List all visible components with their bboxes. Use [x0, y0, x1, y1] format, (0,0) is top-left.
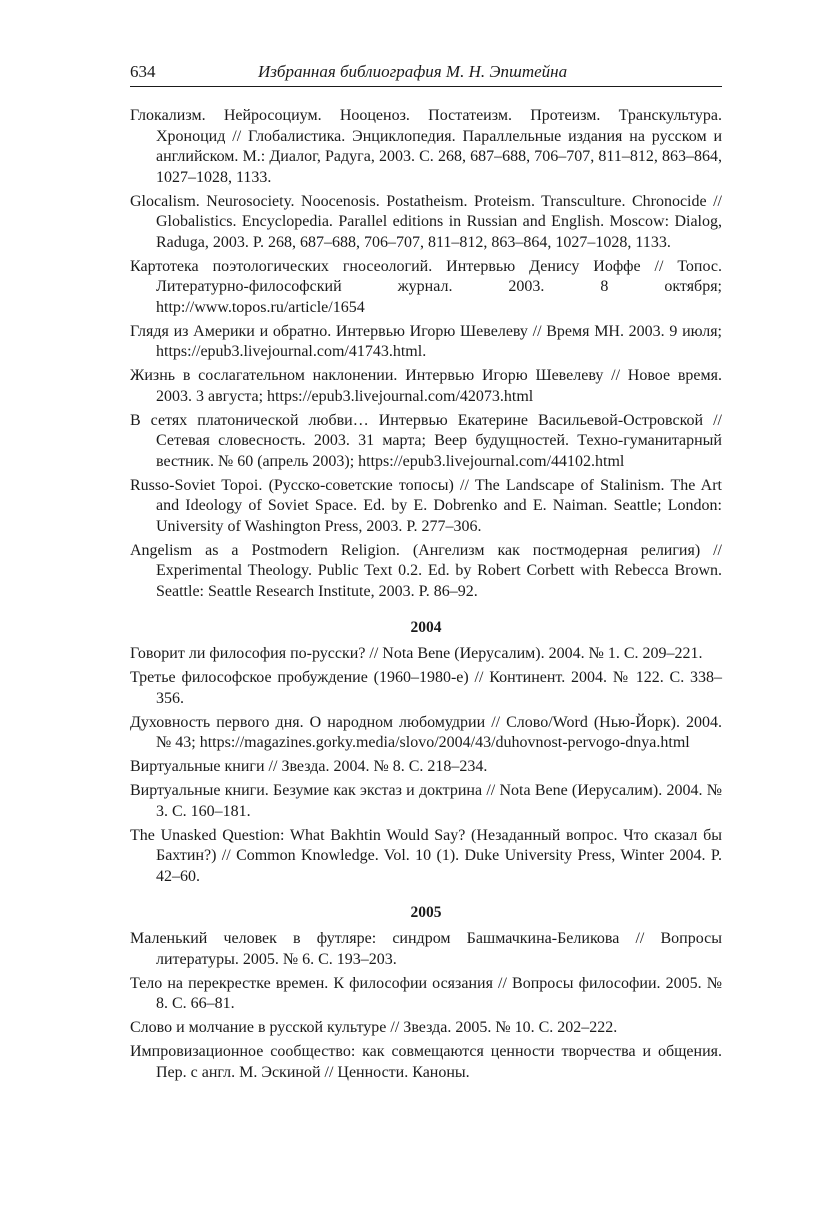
bibliography-entry: Виртуальные книги. Безумие как экстаз и доктрина // Nota Bene (Иерусалим). 2004. № 3. С. 160–181. [130, 782, 722, 820]
page-number: 634 [130, 62, 156, 81]
bibliography-entry: Виртуальные книги // Звезда. 2004. № 8. С. 218–234. [130, 758, 488, 775]
bibliography-entry: Импровизационное сообщество: как совмещаются ценности творчества и общения. Пер. с англ. М. Эскиной // Ценности. Каноны. [130, 1043, 722, 1081]
running-title: Избранная библиография М. Н. Эпштейна [258, 62, 568, 81]
bibliography-entry: Третье философское пробуждение (1960–1980-е) // Континент. 2004. № 122. С. 338–356. [130, 669, 722, 707]
bibliography-entry: Angelism as a Postmodern Religion. (Ангелизм как постмодерная религия) // Experimental Theology. Public Text 0.2. Ed. by Robert Corbett with Rebecca Brown. Seattle: Seattle Research Institute, 2003. P. 86–92. [130, 541, 722, 600]
bibliography-entry: Glocalism. Neurosociety. Noocenosis. Postatheism. Proteism. Transculture. Chronocide // Globalistics. Encyclopedia. Parallel editions in Russian and English. Moscow: Dialog, Raduga, 2003. P. 268, 687–688, 706–707, 811–812, 863–864, 1027–1028, 1133. [130, 192, 722, 251]
bibliography-entry: Картотека поэтологических гносеологий. Интервью Денису Иоффе // Топос. Литературно-философский журнал. 2003. 8 октября; http://www.topos.ru/article/1654 [130, 257, 722, 316]
bibliography-list [130, 106, 722, 1087]
bibliography-entry: Говорит ли философия по-русски? // Nota Bene (Иерусалим). 2004. № 1. С. 209–221. [130, 645, 703, 662]
year-heading-2005: 2005 [410, 904, 442, 921]
bibliography-entry: Глокализм. Нейросоциум. Нооценоз. Постатеизм. Протеизм. Транскультура. Хроноцид // Глобалистика. Энциклопедия. Параллельные издания на русском и английском. М.: Диалог, Радуга, 2003. С. 268, 687–688, 706–707, 811–812, 863–864, 1027–1028, 1133. [130, 107, 722, 186]
bibliography-entry: Жизнь в сослагательном наклонении. Интервью Игорю Шевелеву // Новое время. 2003. 3 августа; https://epub3.livejournal.com/42073.html [130, 367, 722, 405]
year-heading-2004: 2004 [410, 619, 442, 636]
bibliography-entry: Russo-Soviet Topoi. (Русско-советские топосы) // The Landscape of Stalinism. The Art and Ideology of Soviet Space. Ed. by E. Dobrenko and E. Naiman. Seattle; London: University of Washington Press, 2003. P. 277–306. [130, 476, 722, 535]
bibliography-entry: В сетях платонической любви… Интервью Екатерине Васильевой-Островской // Сетевая словесность. 2003. 31 марта; Веер будущностей. Техно-гуманитарный вестник. № 60 (апрель 2003); https://epub3.livejournal.com/44102.html [130, 411, 722, 470]
bibliography-entry: Маленький человек в футляре: синдром Башмачкина-Беликова // Вопросы литературы. 2005. № 6. С. 193–203. [130, 930, 722, 968]
bibliography-entry: Тело на перекрестке времен. К философии осязания // Вопросы философии. 2005. № 8. С. 66–81. [130, 974, 722, 1012]
bibliography-entry: The Unasked Question: What Bakhtin Would Say? (Незаданный вопрос. Что сказал бы Бахтин?) // Common Knowledge. Vol. 10 (1). Duke University Press, Winter 2004. P. 42–60. [130, 826, 722, 885]
bibliography-entry: Слово и молчание в русской культуре // Звезда. 2005. № 10. С. 202–222. [130, 1019, 618, 1036]
bibliography-entry: Духовность первого дня. О народном любомудрии // Слово/Word (Нью-Йорк). 2004. № 43; https://magazines.gorky.media/slovo/2004/43/duhovnost-pervogo-dnya.html [130, 713, 722, 751]
bibliography-entry: Глядя из Америки и обратно. Интервью Игорю Шевелеву // Время МН. 2003. 9 июля; https://epub3.livejournal.com/41743.html. [130, 322, 722, 360]
page-header [130, 60, 722, 87]
